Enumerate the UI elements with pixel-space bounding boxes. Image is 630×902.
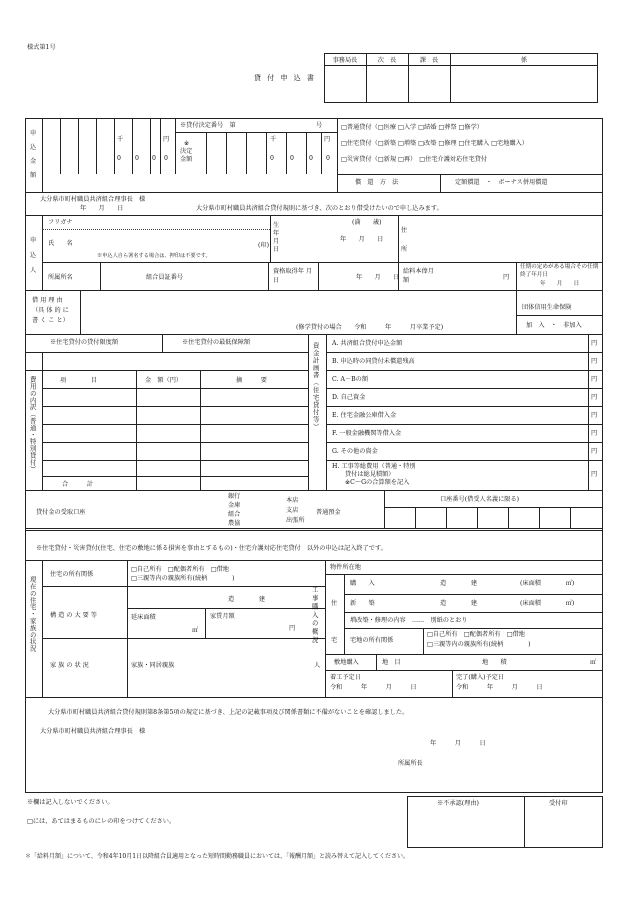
end-date-label: 完了(購入)予定日	[456, 674, 505, 681]
chimoku-label: 地 目	[382, 659, 401, 666]
approval-header: 次 長	[377, 57, 397, 64]
form-number: 様式第1号	[27, 44, 56, 51]
member-id-label: 組合員証番号	[146, 274, 184, 281]
housing-min-label: ※住宅貸付の最低保障額	[182, 339, 251, 346]
family-label: 家 族 の 状 況	[50, 662, 89, 669]
branch-type: 本店	[286, 497, 299, 504]
salary-yen: 円	[503, 274, 510, 281]
location-label: 物件所在地	[330, 564, 361, 571]
decision-amount-label: 金額	[180, 156, 193, 163]
col-summary: 摘 要	[236, 377, 267, 384]
inst-type: 銀行	[228, 493, 241, 500]
structure-label: 構 造 の 大 要 等	[50, 612, 97, 619]
house-label: 住宅	[331, 600, 338, 645]
decision-amount-label: ※	[184, 140, 190, 147]
addressee-date: 年 月 日	[80, 205, 124, 212]
qualification-date[interactable]: 年 月 日	[356, 274, 400, 281]
amount-label-char: 込	[30, 144, 37, 151]
inst-type: 農協	[228, 520, 241, 527]
plan-item-h: H. 工事等総費用（普通・特別	[332, 463, 416, 470]
unit-yen: 円	[163, 136, 170, 143]
bank-label: 貸付金の受取口座	[36, 509, 86, 516]
deposit-type: 普通預金	[316, 509, 341, 516]
expense-breakdown-label: 費用の内訳（普通・特別貸付）	[28, 376, 37, 473]
plan-yen: 円	[591, 394, 598, 401]
plan-item-h-sub: 貸付は総見積額）	[345, 471, 395, 478]
approval-header: 課 長	[419, 57, 439, 64]
purchase-kind: 購 入	[350, 580, 375, 587]
start-date-fill[interactable]: 令和 年 月 日	[330, 684, 417, 691]
name-label: 氏 名	[48, 240, 73, 247]
applicant-char: 人	[30, 267, 37, 274]
affiliation-label: 所属所名	[48, 274, 73, 281]
plan-yen: 円	[591, 448, 598, 455]
amount-zero: 0	[326, 155, 330, 162]
housing-limit-label: ※住宅貸付の貸付限度額	[50, 339, 119, 346]
funding-plan-label: 資金計画書（住宅貸付等）	[311, 342, 320, 431]
furigana-label: フリガナ	[48, 219, 73, 226]
land-owner-option-2[interactable]: □三親等内の親族所有(続柄 )	[427, 641, 531, 648]
amount-zero: 0	[290, 155, 294, 162]
floor-area-label: 延床面積	[131, 614, 156, 621]
plan-item-b: B. 申込時の同貸付未償還残高	[332, 358, 415, 365]
applicant-char: 込	[30, 252, 37, 259]
plan-item-h-note: ※C～Gの合算額を記入	[345, 479, 410, 486]
land-owner-option-1[interactable]: □自己所有 □配偶者所有 □借地	[427, 631, 525, 638]
amount-label-char: 申	[30, 130, 37, 137]
disapproval-label: ※不承認(理由)	[437, 800, 479, 807]
col-item: 項 目	[60, 377, 98, 384]
amount-zero: 0	[270, 155, 274, 162]
ownership-label: 住宅の所有関係	[50, 571, 94, 578]
ownership-option-2[interactable]: □三親等内の親族所有(続柄 )	[131, 575, 235, 582]
study-note: (修学貸付の場合 令和 年 月卒業予定)	[296, 324, 444, 331]
confirmation-to: 大分県市町村職員共済組合理事長 様	[40, 728, 146, 735]
ownership-option-1[interactable]: □自己所有 □配偶者所有 □借地	[131, 566, 229, 573]
col-amount: 金 額（円）	[145, 377, 183, 384]
addressee-statement: 大分県市町村職員共済組合貸付規則に基づき、次のとおり借受けたいので申し込みます。	[196, 205, 443, 212]
birth-label: 生年月日	[273, 222, 280, 254]
total-label: 合 計	[62, 481, 93, 488]
qualification-label: 資格取得年 月 日	[273, 268, 313, 284]
reason-label: 借 用 理 由	[32, 297, 63, 304]
main-form-frame	[25, 118, 603, 793]
inst-type: 組合	[228, 511, 241, 518]
decision-number-label: ※貸付決定番号 第	[180, 122, 236, 129]
account-label: 口座番号(借受人名義に限る)	[440, 496, 520, 503]
confirmation-text: 大分県市町村職員共済組合貸付規則第8条第5項の規定に基づき、上記の記載事項及び関係書類に不備がないことを確認しました。	[48, 709, 409, 716]
age-label: (満 歳)	[352, 219, 382, 226]
seal-mark: (印)	[258, 242, 270, 249]
approval-header: 係	[520, 57, 528, 64]
plan-yen: 円	[591, 430, 598, 437]
chiseki-unit: ㎡	[590, 659, 597, 666]
unit-yen: 円	[324, 136, 331, 143]
floor-area-unit: ㎡	[192, 627, 199, 634]
amount-zero: 0	[164, 155, 168, 162]
branch-type: 支店	[286, 507, 299, 514]
insurance-options[interactable]: 加 入 ・ 非加入	[526, 322, 582, 329]
inst-type: 金庫	[228, 502, 241, 509]
footer-note-1: ※欄は記入しないでください。	[27, 799, 114, 806]
applicant-char: 申	[30, 237, 37, 244]
approval-header: 事務局長	[332, 57, 358, 64]
start-date-label: 着工予定日	[330, 674, 361, 681]
plan-item-c: C. A－Bの額	[332, 376, 369, 383]
loan-type-general[interactable]: □普通貸付（□医療 □入学 □結婚 □葬祭 □修学）	[341, 124, 483, 131]
group-insurance-label: 団体信用生命保険	[522, 304, 572, 311]
decision-amount-label: 決定	[180, 148, 193, 155]
footer-note-2: □には、あてはまるものにレの印をつけてください。	[27, 818, 176, 825]
address-label: 住所	[401, 227, 408, 253]
branch-type: 出張所	[286, 517, 305, 524]
received-stamp-label: 受付印	[549, 800, 568, 807]
confirmation-date: 年 月 日	[430, 740, 486, 747]
notice-text: ※住宅貸付・災害貸付(住宅、住宅の敷地に係る損害を事由とするもの)・住宅介護対応住宅貸付 以外の申込は記入終了です。	[36, 545, 387, 552]
amount-zero: 0	[117, 155, 121, 162]
seal-note: ※申込人自ら署名する場合は、押印は不要です。	[97, 253, 211, 259]
repayment-value[interactable]: 定額償還 ・ ボーナス併用償還	[455, 179, 548, 186]
chiseki-label: 地 積	[482, 659, 507, 666]
reason-label: （具 体 的 に	[32, 307, 69, 314]
family-value: 家族・同居親族	[131, 662, 175, 669]
end-date-fill[interactable]: 令和 年 月 日	[456, 684, 543, 691]
persons-unit: 人	[314, 662, 321, 669]
plan-yen: 円	[591, 412, 598, 419]
loan-type-housing[interactable]: □住宅貸付（□新築 □増築 □改築 □修理 □住宅購入 □宅地購入）	[341, 140, 528, 147]
plan-item-a: A. 共済組合貸付申込金額	[332, 340, 403, 347]
new-build-area: (床面積 ㎡)	[520, 600, 575, 607]
repair-content: 増改築・修理の内容 …… 別紙のとおり	[350, 617, 468, 624]
unit-thousand: 千	[117, 136, 124, 143]
salary-label: 給料本俸月 額	[403, 268, 447, 284]
form-title: 貸 付 申 込 書	[254, 74, 316, 82]
reason-label: 書 く こ と）	[32, 317, 69, 324]
construction-label: 工事購入の概況	[310, 586, 319, 645]
loan-type-disaster[interactable]: □災害貸付（□新規 □再） □住宅介護対応住宅貸付	[341, 156, 488, 163]
plan-yen: 円	[591, 471, 598, 478]
structure-type: 造 建	[228, 596, 266, 603]
confirmation-signer: 所属所長	[398, 760, 423, 767]
amount-zero: 0	[152, 155, 156, 162]
land-purchase-label: 敷地購入	[334, 659, 359, 666]
birth-date-fill[interactable]: 年 月 日	[340, 236, 384, 243]
plan-item-d: D. 自己資金	[332, 394, 366, 401]
plan-yen: 円	[591, 358, 598, 365]
amount-zero: 0	[135, 155, 139, 162]
amount-zero: 0	[309, 155, 313, 162]
plan-yen: 円	[591, 376, 598, 383]
new-build-struct: 造 建	[440, 600, 478, 607]
purchase-struct: 造 建	[440, 580, 478, 587]
purchase-area: (床面積 ㎡)	[520, 580, 575, 587]
decision-number-suffix: 号	[316, 122, 323, 129]
rent-yen: 円	[289, 625, 296, 632]
rent-label: 家賃月額	[210, 613, 235, 620]
term-label: 任期の定めがある場合その任期終了年月日	[520, 264, 599, 278]
amount-label-char: 額	[30, 172, 37, 179]
unit-thousand: 千	[270, 136, 277, 143]
residence-label: 現在の住宅・家族の状況	[28, 576, 37, 652]
term-date[interactable]: 年 月 日	[540, 281, 580, 287]
amount-label-char: 金	[30, 158, 37, 165]
plan-item-e: E. 住宅金融公庫借入金	[332, 412, 397, 419]
plan-item-g: G. その他の資金	[332, 448, 378, 455]
footnote: ＊「給料月額」について、令和4年10月1日以降組合員適用となった短時間勤務職員においては、「報酬月額」と読み替えて記入してください。	[25, 853, 410, 860]
new-build-kind: 新 築	[350, 600, 375, 607]
plan-yen: 円	[591, 340, 598, 347]
land-owner-label: 宅地の所有関係	[350, 637, 394, 644]
repayment-label: 償 還 方 法	[355, 179, 399, 186]
addressee-to: 大分県市町村職員共済組合理事長 様	[40, 196, 146, 203]
plan-item-f: F. 一般金融機関等借入金	[332, 430, 402, 437]
